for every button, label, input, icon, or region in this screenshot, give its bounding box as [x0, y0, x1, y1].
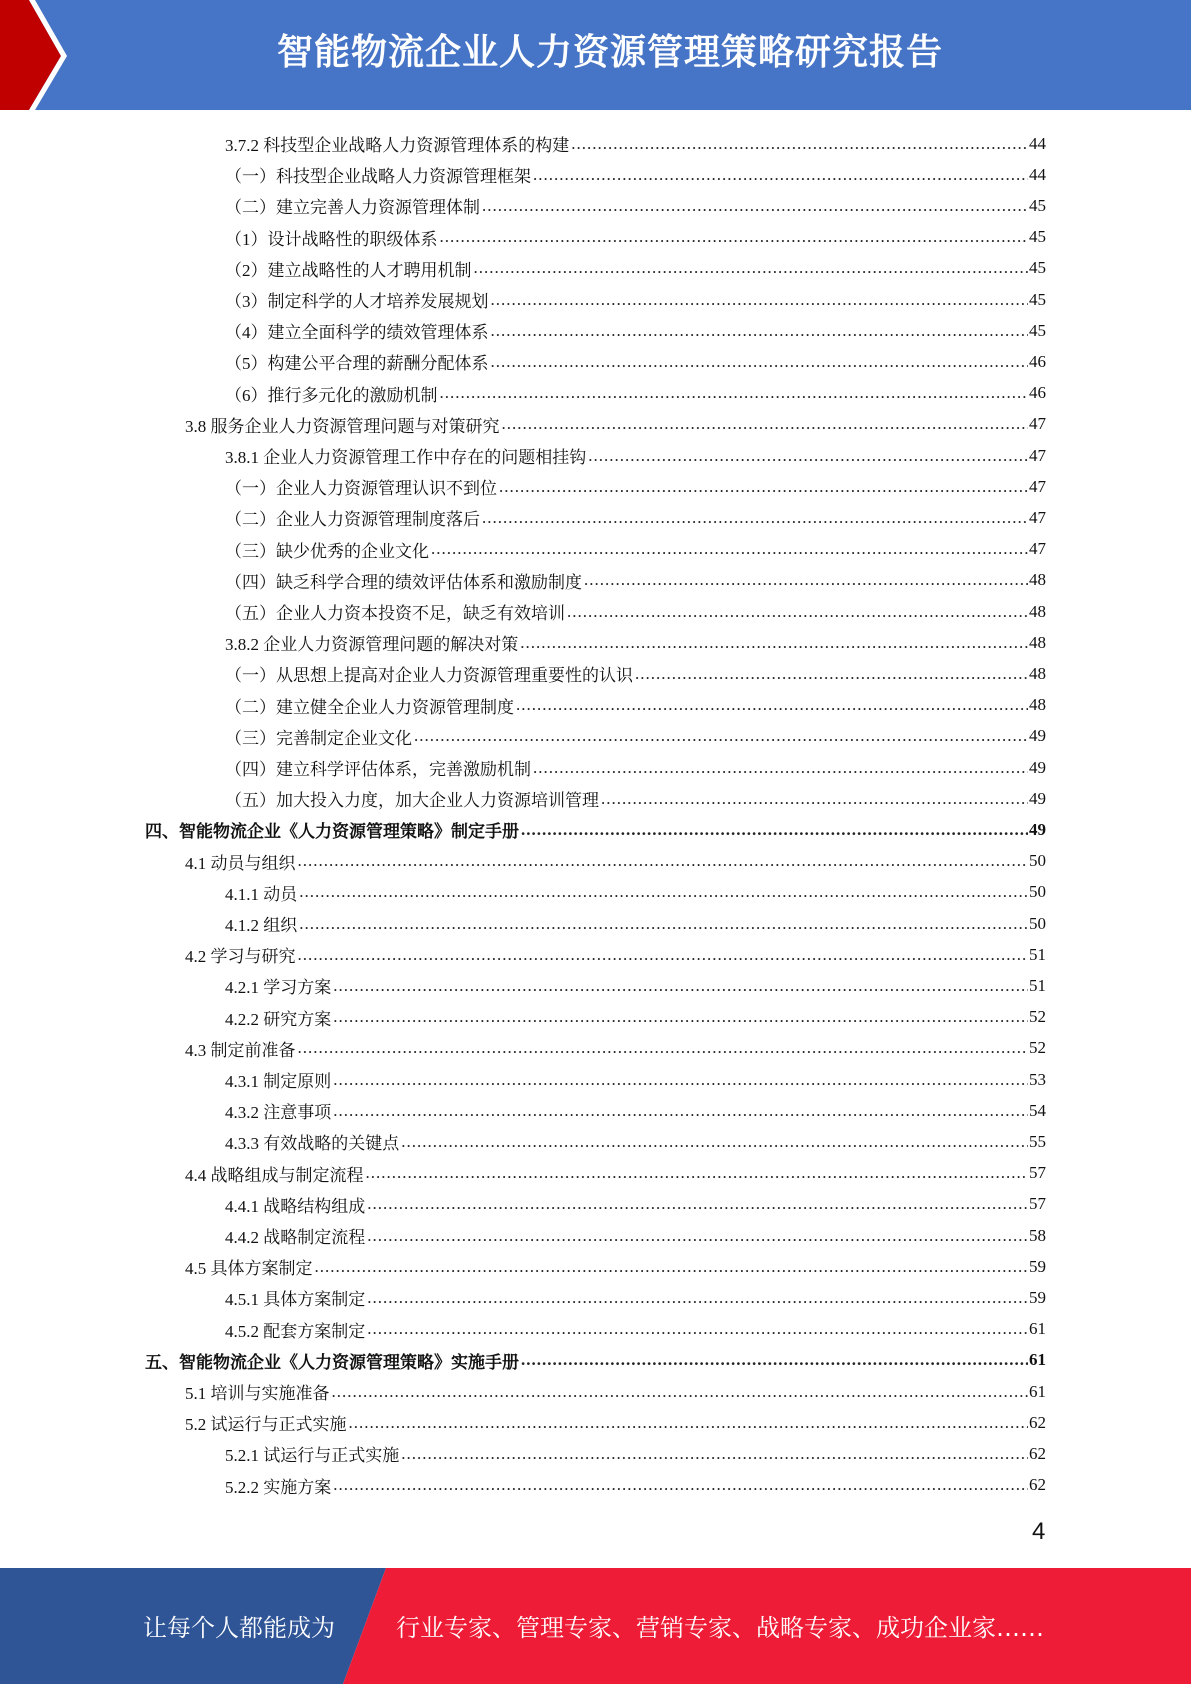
toc-entry-title: （3）制定科学的人才培养发展规划	[225, 292, 489, 311]
dot-leader	[431, 539, 1028, 559]
toc-entry-page: 46	[1029, 383, 1046, 403]
toc-entry-page: 53	[1029, 1069, 1046, 1089]
toc-entry[interactable]	[225, 970, 1046, 1001]
dot-leader	[366, 1163, 1029, 1183]
toc-entry-title: 五、智能物流企业《人力资源管理策略》实施手册	[145, 1352, 519, 1372]
dot-leader	[482, 196, 1028, 216]
toc-entry[interactable]	[225, 1314, 1046, 1345]
toc-entry[interactable]	[225, 627, 1046, 658]
toc-entry-page: 49	[1029, 819, 1046, 839]
dot-leader	[521, 820, 1028, 840]
toc-entry-title: （2）建立战略性的人才聘用机制	[225, 260, 472, 280]
dot-leader	[635, 664, 1028, 684]
dot-leader	[516, 695, 1028, 715]
dot-leader	[299, 914, 1028, 934]
toc-entry-page: 61	[1029, 1319, 1046, 1339]
toc-entry[interactable]	[225, 752, 1046, 783]
toc-entry-page: 57	[1029, 1194, 1046, 1214]
toc-entry[interactable]	[225, 1470, 1046, 1501]
toc-entry-title: （一）科技型企业战略人力资源管理框架	[225, 167, 531, 187]
toc-entry-title: 4.5.1 具体方案制定	[225, 1290, 366, 1310]
dot-leader	[440, 227, 1029, 247]
toc-entry-page: 45	[1029, 227, 1046, 247]
toc-entry[interactable]	[185, 1251, 1046, 1282]
toc-entry-title: 4.1.2 组织	[225, 916, 298, 935]
toc-entry[interactable]	[225, 222, 1046, 253]
toc-entry-page: 47	[1029, 414, 1046, 434]
dot-leader	[414, 726, 1028, 746]
toc-entry-title: 4.3.1 制定原则	[225, 1072, 332, 1091]
toc-entry-title: 5.2 试运行与正式实施	[185, 1415, 347, 1435]
toc-entry-page: 48	[1029, 632, 1046, 652]
toc-entry-title: 3.8.2 企业人力资源管理问题的解决对策	[225, 635, 519, 655]
toc-entry[interactable]	[225, 721, 1046, 752]
toc-entry[interactable]	[225, 1095, 1046, 1126]
toc-entry-page: 48	[1029, 570, 1046, 590]
dot-leader	[401, 1444, 1028, 1464]
toc-entry-title: （五）加大投入力度，加大企业人力资源培训管理	[225, 791, 599, 811]
toc-entry[interactable]	[225, 378, 1046, 409]
dot-leader	[521, 1350, 1028, 1370]
toc-entry-page: 48	[1029, 601, 1046, 621]
toc-entry-page: 45	[1029, 195, 1046, 215]
toc-entry-title: 5.2.1 试运行与正式实施	[225, 1446, 400, 1466]
toc-entry[interactable]	[185, 1376, 1046, 1407]
toc-entry-title: 4.5.2 配套方案制定	[225, 1321, 366, 1341]
dot-leader	[315, 1257, 1029, 1277]
toc-entry-title: 3.8.1 企业人力资源管理工作中存在的问题相挂钩	[225, 448, 587, 467]
report-title: 智能物流企业人力资源管理策略研究报告	[276, 32, 943, 73]
toc-entry-title: 4.2 学习与研究	[185, 947, 296, 967]
toc-entry-page: 47	[1029, 507, 1046, 527]
page-number: 4	[1032, 1518, 1046, 1545]
dot-leader	[533, 758, 1028, 778]
dot-leader	[367, 1288, 1028, 1308]
dot-leader	[333, 1007, 1028, 1027]
dot-leader	[571, 134, 1028, 154]
toc-entry-title: （三）缺少优秀的企业文化	[225, 541, 429, 561]
toc-entry[interactable]	[225, 1282, 1046, 1313]
toc-entry[interactable]	[225, 1220, 1046, 1251]
toc-entry-title: 4.2.1 学习方案	[225, 978, 332, 998]
toc-entry-page: 49	[1029, 788, 1046, 808]
dot-leader	[491, 290, 1029, 310]
toc-entry-title: 4.4 战略组成与制定流程	[185, 1165, 364, 1185]
dot-leader	[401, 1132, 1028, 1152]
toc-entry-title: （一）企业人力资源管理认识不到位	[225, 479, 497, 499]
toc-entry-page: 62	[1029, 1412, 1046, 1432]
dot-leader	[491, 321, 1029, 341]
toc-entry-page: 57	[1029, 1163, 1046, 1183]
toc-entry-title: （二）建立完善人力资源管理体制	[225, 198, 480, 218]
toc-entry-page: 52	[1029, 1007, 1046, 1027]
toc-entry-page: 59	[1029, 1287, 1046, 1307]
toc-entry[interactable]	[185, 1033, 1046, 1064]
toc-entry-title: （6）推行多元化的激励机制	[225, 385, 438, 405]
dot-leader	[567, 602, 1028, 622]
dot-leader	[333, 1070, 1028, 1090]
toc-entry[interactable]	[225, 440, 1046, 471]
toc-entry-page: 51	[1029, 975, 1046, 995]
toc-entry-page: 46	[1029, 351, 1046, 371]
dot-leader	[533, 165, 1028, 185]
toc-entry[interactable]	[225, 908, 1046, 939]
toc-entry-title: （4）建立全面科学的绩效管理体系	[225, 323, 489, 343]
toc-entry-page: 47	[1029, 445, 1046, 465]
toc-entry-page: 44	[1029, 133, 1046, 153]
toc-entry[interactable]	[225, 284, 1046, 315]
toc-entry-title: 4.1.1 动员	[225, 884, 298, 904]
toc-entry-page: 59	[1029, 1256, 1046, 1276]
toc-entry-page: 62	[1029, 1443, 1046, 1463]
toc-entry[interactable]	[225, 1126, 1046, 1157]
toc-entry[interactable]	[145, 814, 1046, 845]
toc-entry-page: 48	[1029, 663, 1046, 683]
toc-entry-title: 4.3.3 有效战略的关键点	[225, 1134, 400, 1154]
page-footer	[0, 1568, 1191, 1684]
toc-entry-title: 4.5 具体方案制定	[185, 1259, 313, 1279]
toc-entry-title: （五）企业人力资本投资不足，缺乏有效培训	[225, 604, 565, 623]
toc-entry[interactable]	[225, 1002, 1046, 1033]
toc-entry[interactable]	[225, 315, 1046, 346]
dot-leader	[499, 477, 1028, 497]
toc-entry[interactable]	[185, 1407, 1046, 1438]
toc-entry-page: 45	[1029, 258, 1046, 278]
toc-entry[interactable]	[225, 190, 1046, 221]
dot-leader	[298, 1038, 1029, 1058]
dot-leader	[482, 508, 1028, 528]
toc-entry[interactable]	[185, 1158, 1046, 1189]
toc-entry-page: 62	[1029, 1475, 1046, 1495]
toc-entry-page: 58	[1029, 1225, 1046, 1245]
toc-entry-title: （三）完善制定企业文化	[225, 728, 412, 748]
dot-leader	[588, 446, 1028, 466]
toc-entry[interactable]	[185, 846, 1046, 877]
toc-entry-title: （一）从思想上提高对企业人力资源管理重要性的认识	[225, 666, 633, 686]
toc-entry-title: 5.2.2 实施方案	[225, 1477, 332, 1497]
dot-leader	[298, 945, 1029, 965]
toc-entry-title: 3.8 服务企业人力资源管理问题与对策研究	[185, 416, 500, 436]
toc-entry-page: 61	[1029, 1350, 1046, 1370]
footer-slogan-right: 行业专家、管理专家、营销专家、战略专家、成功企业家……	[396, 1614, 1044, 1642]
dot-leader	[349, 1413, 1029, 1433]
toc-entry-title: （5）构建公平合理的薪酬分配体系	[225, 354, 489, 374]
toc-entry[interactable]	[225, 690, 1046, 721]
dot-leader	[332, 1382, 1029, 1402]
toc-entry-title: 4.2.2 研究方案	[225, 1009, 332, 1029]
toc-entry-page: 61	[1029, 1381, 1046, 1401]
dot-leader	[333, 1101, 1028, 1121]
toc-entry-title: 4.1 动员与组织	[185, 853, 296, 873]
toc-entry-page: 55	[1029, 1131, 1046, 1151]
dot-leader	[474, 258, 1029, 278]
toc-entry-page: 50	[1029, 913, 1046, 933]
page-header	[0, 0, 1191, 110]
toc-entry[interactable]	[225, 596, 1046, 627]
toc-entry[interactable]	[225, 1189, 1046, 1220]
toc-entry[interactable]	[225, 128, 1046, 159]
dot-leader	[491, 352, 1029, 372]
toc-entry-title: 4.4.2 战略制定流程	[225, 1228, 366, 1247]
toc-entry-title: 5.1 培训与实施准备	[185, 1384, 330, 1403]
dot-leader	[367, 1319, 1028, 1339]
toc-entry[interactable]	[225, 159, 1046, 190]
toc-entry[interactable]	[225, 1438, 1046, 1469]
dot-leader	[367, 1194, 1028, 1214]
toc-entry-title: 3.7.2 科技型企业战略人力资源管理体系的构建	[225, 136, 570, 155]
toc-entry-title: 4.3.2 注意事项	[225, 1103, 332, 1123]
dot-leader	[520, 633, 1028, 653]
toc-entry[interactable]	[225, 783, 1046, 814]
dot-leader	[502, 414, 1029, 434]
dot-leader	[333, 1475, 1028, 1495]
toc-entry[interactable]	[145, 1345, 1046, 1376]
toc-entry-title: 4.3 制定前准备	[185, 1040, 296, 1060]
toc-entry[interactable]	[225, 1064, 1046, 1095]
dot-leader	[333, 976, 1028, 996]
toc-entry-title: （四）建立科学评估体系，完善激励机制	[225, 760, 531, 779]
toc-entry-page: 49	[1029, 726, 1046, 746]
toc-entry[interactable]	[225, 658, 1046, 689]
toc-entry-page: 48	[1029, 695, 1046, 715]
toc-entry[interactable]	[225, 253, 1046, 284]
dot-leader	[298, 851, 1029, 871]
toc-entry-title: 四、智能物流企业《人力资源管理策略》制定手册	[145, 822, 519, 842]
toc-entry-page: 47	[1029, 539, 1046, 559]
dot-leader	[299, 882, 1028, 902]
toc-entry-page: 45	[1029, 320, 1046, 340]
toc-entry-page: 47	[1029, 476, 1046, 496]
dot-leader	[584, 570, 1028, 590]
toc-entry-page: 54	[1029, 1100, 1046, 1120]
toc-entry-title: 4.4.1 战略结构组成	[225, 1196, 366, 1216]
toc-entry-page: 50	[1029, 882, 1046, 902]
toc-entry[interactable]	[225, 565, 1046, 596]
toc-entry-page: 52	[1029, 1038, 1046, 1058]
dot-leader	[601, 789, 1028, 809]
dot-leader	[367, 1226, 1028, 1246]
toc-entry[interactable]	[225, 877, 1046, 908]
toc-entry-page: 44	[1029, 164, 1046, 184]
toc-entry[interactable]	[185, 939, 1046, 970]
dot-leader	[440, 383, 1029, 403]
toc-entry-page: 49	[1029, 757, 1046, 777]
toc-entry-title: （1）设计战略性的职级体系	[225, 229, 438, 249]
footer-slogan-left: 让每个人都能成为	[143, 1614, 335, 1642]
toc-entry-page: 51	[1029, 944, 1046, 964]
toc-entry-page: 45	[1029, 289, 1046, 309]
toc-entry-page: 50	[1029, 851, 1046, 871]
toc-entry[interactable]	[225, 471, 1046, 502]
chevron-decoration-icon	[0, 0, 120, 110]
toc-entry[interactable]	[225, 534, 1046, 565]
toc-entry[interactable]	[225, 346, 1046, 377]
toc-entry[interactable]	[225, 502, 1046, 533]
toc-entry-title: （二）建立健全企业人力资源管理制度	[225, 697, 514, 717]
toc-entry-title: （四）缺乏科学合理的绩效评估体系和激励制度	[225, 572, 582, 592]
toc-entry-title: （二）企业人力资源管理制度落后	[225, 510, 480, 530]
toc-entry[interactable]	[185, 409, 1046, 440]
